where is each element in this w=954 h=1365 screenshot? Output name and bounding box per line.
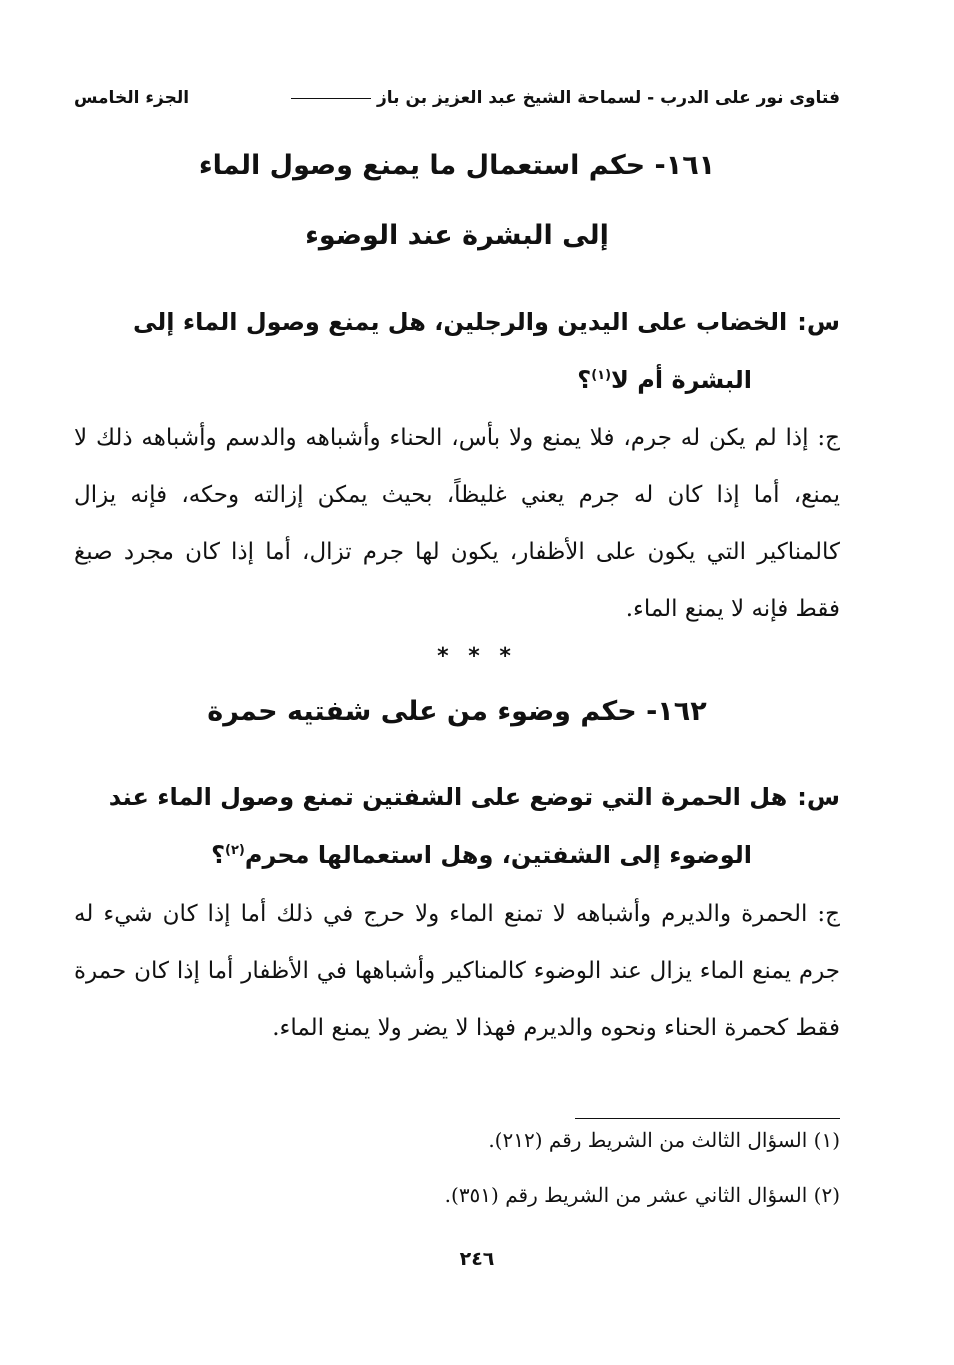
- header-rule: [291, 98, 371, 99]
- footnote-2: (٢) السؤال الثاني عشر من الشريط رقم (٣٥١).: [444, 1183, 840, 1207]
- header-part: الجزء الخامس: [74, 88, 190, 108]
- page-number: ٢٤٦: [459, 1248, 495, 1270]
- question-text-line2: البشرة أم لا$^{(١)}$؟: [577, 366, 752, 394]
- fatwa-161-answer: ج: إذا لم يكن له جرم، فلا يمنع ولا بأس، الحناء وأشباهه والدسم وأشباهه ذلك لا يمنع، أما إذا كان له جرم يعني غليظاً، بحيث يمكن إزالته وحكه، فإنه يزال كالمناكير التي يكون على الأظفار، يكون لها جرم تزال، أما إذا كان مجرد صبغ فقط فإنه لا يمنع الماء.: [74, 425, 840, 622]
- question-marker: س:: [797, 783, 840, 811]
- fatwa-162-title: ١٦٢- حكم وضوء من على شفتيه حمرة: [207, 696, 707, 727]
- footnote-ref-2: (٢): [225, 843, 245, 858]
- question-text-line1: هل الحمرة التي توضع على الشفتين تمنع وصول الماء عند: [108, 783, 788, 811]
- fatwa-162-question: [100, 770, 840, 882]
- footnote-1: (١) السؤال الثالث من الشريط رقم (٢١٢).: [488, 1128, 840, 1152]
- section-separator: * * *: [437, 644, 517, 669]
- fatwa-161-title-line2: إلى البشرة عند الوضوء: [305, 220, 609, 251]
- question-marker: س:: [797, 308, 840, 336]
- fatwa-162-answer: ج: الحمرة والديرم وأشباهه لا تمنع الماء ولا حرج في ذلك أما إذا كان شيء له جرم يمنع الماء يزال عند الوضوء كالمناكير وأشباهها في الأظفار أما إذا كان حمرة فقط كحمرة الحناء ونحوه والديرم فهذا لا يضر ولا يمنع الماء.: [74, 901, 840, 1041]
- question-text-line1: الخضاب على اليدين والرجلين، هل يمنع وصول الماء إلى: [132, 308, 788, 336]
- fatwa-161-title-line1: ١٦١- حكم استعمال ما يمنع وصول الماء: [198, 150, 716, 181]
- footnote-ref-1: (١): [591, 368, 612, 383]
- running-header: [74, 88, 840, 108]
- question-text-line2: الوضوء إلى الشفتين، وهل استعمالها محرم$^{(٢)}$؟: [211, 841, 752, 869]
- header-book-title: فتاوى نور على الدرب - لسماحة الشيخ عبد العزيز بن باز: [285, 88, 840, 108]
- footnote-rule: [575, 1118, 840, 1119]
- fatwa-161-question: [100, 295, 840, 407]
